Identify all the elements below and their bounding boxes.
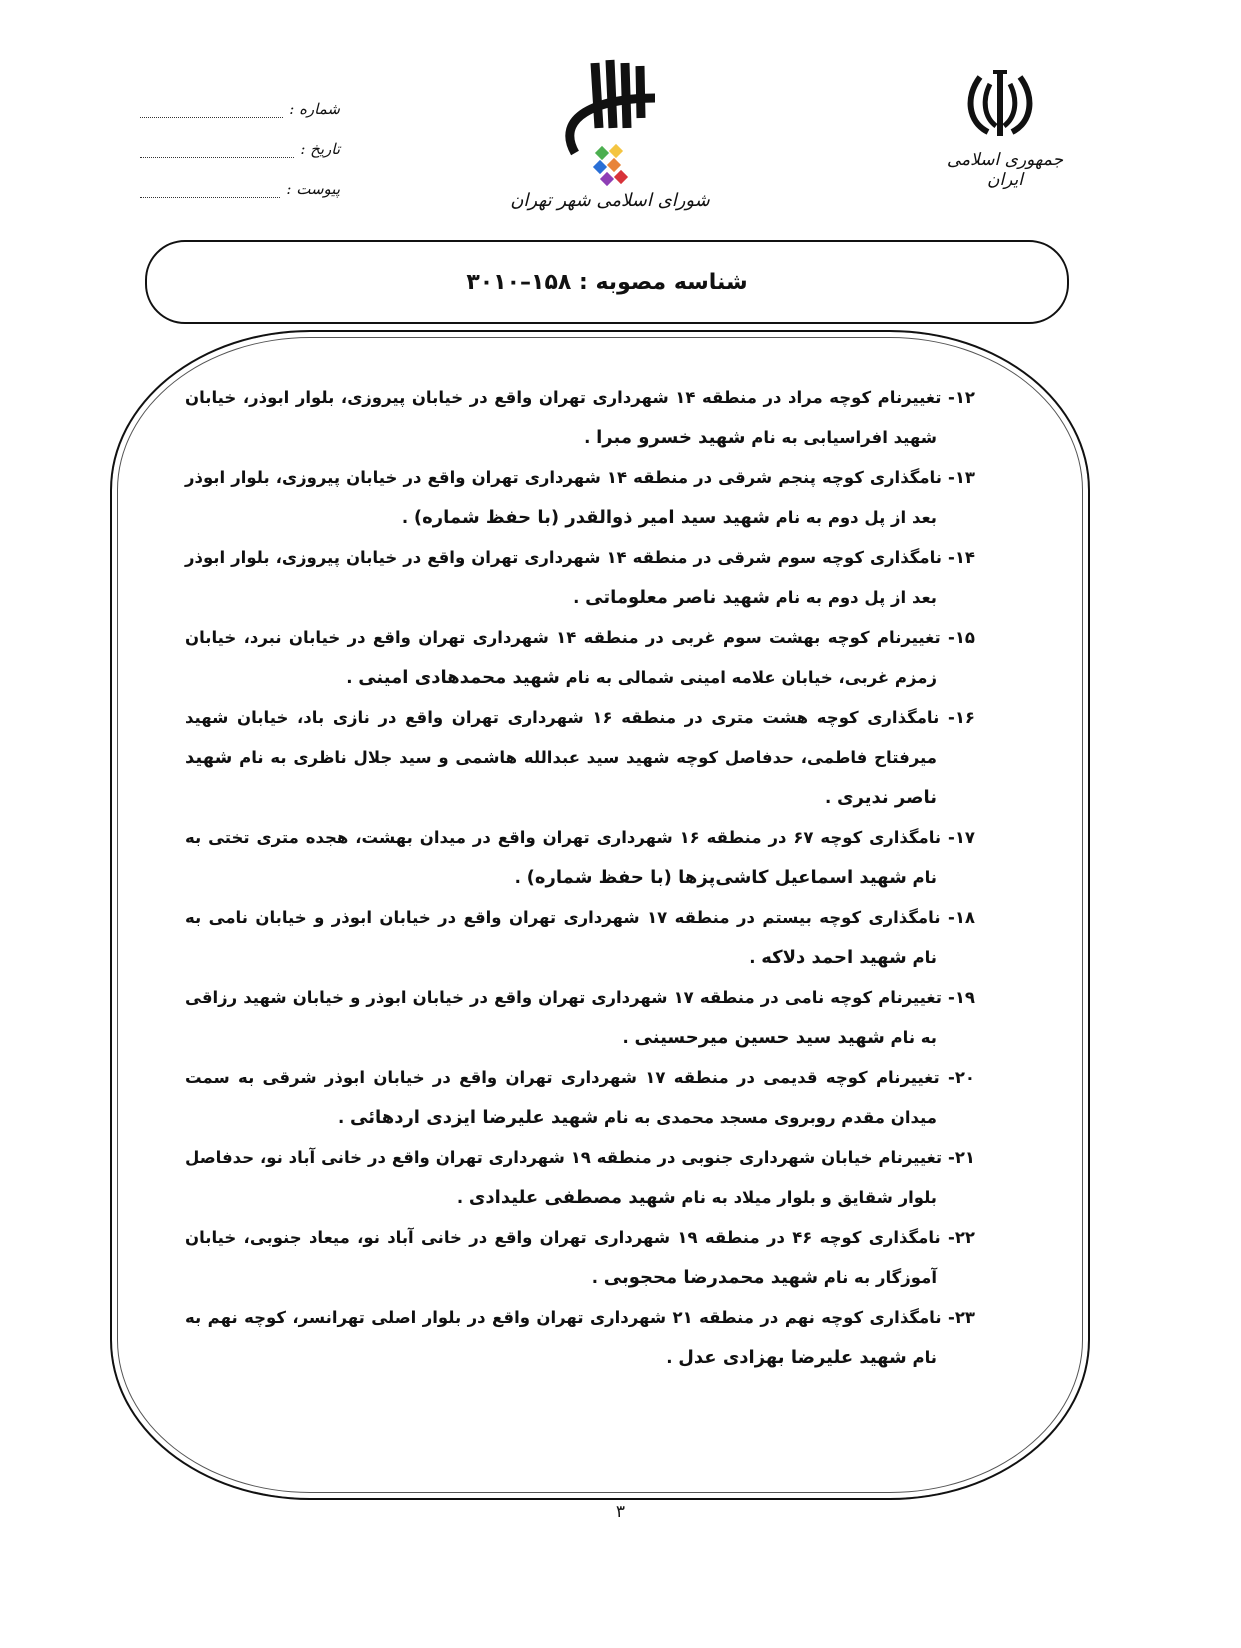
meta-number-field bbox=[140, 78, 340, 118]
item-text: تغییرنام کوچه مراد در منطقه ۱۴ شهرداری تهران واقع در خیابان پیروزی، بلوار ابوذر، خیابان شهید افراسیابی به نام bbox=[185, 388, 942, 447]
resolution-id-title: شناسه مصوبه : ۱۵۸–۳۰۱۰ bbox=[466, 269, 748, 295]
item-number: ۲۱- bbox=[942, 1148, 975, 1167]
list-item bbox=[185, 898, 975, 978]
resolution-items bbox=[185, 378, 975, 1378]
council-logo-icon bbox=[555, 58, 665, 188]
item-text: نامگذاری کوچه ۶۷ در منطقه ۱۶ شهرداری تهران واقع در میدان بهشت، هجده متری تختی به نام bbox=[185, 828, 942, 887]
item-text: تغییرنام خیابان شهرداری جنوبی در منطقه ۱۹ شهرداری تهران واقع در خانی آباد نو، حدفاصل بلوار شقایق و بلوار میلاد به نام bbox=[185, 1148, 943, 1207]
list-item bbox=[185, 538, 975, 618]
item-end: . bbox=[456, 1188, 469, 1207]
item-end: . bbox=[401, 508, 414, 527]
item-end: . bbox=[622, 1028, 635, 1047]
item-end: . bbox=[749, 948, 762, 967]
item-text: نامگذاری کوچه سوم شرقی در منطقه ۱۴ شهرداری تهران واقع در خیابان پیروزی، بلوار ابوذر بعد از پل دوم به نام bbox=[185, 548, 942, 607]
item-text: تغییرنام کوچه بهشت سوم غربی در منطقه ۱۴ شهرداری تهران واقع در خیابان نبرد، خیابان زمزم غربی، خیابان علامه امینی شمالی به نام bbox=[185, 628, 941, 687]
list-item bbox=[185, 1058, 975, 1138]
item-text: تغییرنام کوچه قدیمی در منطقه ۱۷ شهرداری تهران واقع در خیابان ابوذر شرقی به سمت میدان مقدم روبروی مسجد محمدی به نام bbox=[185, 1068, 940, 1127]
item-end: . bbox=[591, 1268, 604, 1287]
item-name: شهید مصطفی علیدادی bbox=[468, 1187, 676, 1208]
item-text: نامگذاری کوچه نهم در منطقه ۲۱ شهرداری تهران واقع در بلوار اصلی تهرانسر، کوچه نهم به نام bbox=[185, 1308, 942, 1367]
emblem-caption: جمهوری اسلامی ایران bbox=[946, 150, 1064, 190]
item-name: شهید سید حسین میرحسینی bbox=[634, 1027, 885, 1048]
item-number: ۱۹- bbox=[941, 988, 975, 1007]
item-name: شهید سید امیر ذوالقدر (با حفظ شماره) bbox=[413, 507, 770, 528]
list-item bbox=[185, 1298, 975, 1378]
list-item bbox=[185, 378, 975, 458]
item-end: . bbox=[584, 428, 597, 447]
item-end: . bbox=[337, 1108, 350, 1127]
item-name: شهید ناصر ندیری bbox=[185, 747, 937, 808]
list-item bbox=[185, 1138, 975, 1218]
dotted-line bbox=[140, 103, 283, 118]
item-name: شهید علیرضا ایزدی اردهائی bbox=[350, 1107, 599, 1128]
item-name: شهید محمدرضا محجوبی bbox=[603, 1267, 819, 1288]
dotted-line bbox=[140, 183, 280, 198]
meta-attachment-field bbox=[140, 158, 340, 198]
meta-label: پیوست : bbox=[286, 180, 340, 198]
item-text: نامگذاری کوچه پنجم شرقی در منطقه ۱۴ شهرداری تهران واقع در خیابان پیروزی، بلوار ابوذر بعد از پل دوم به نام bbox=[185, 468, 942, 527]
item-text: نامگذاری کوچه بیستم در منطقه ۱۷ شهرداری تهران واقع در خیابان ابوذر و خیابان نامی به نام bbox=[185, 908, 941, 967]
list-item bbox=[185, 458, 975, 538]
meta-date-field bbox=[140, 118, 340, 158]
resolution-id-box bbox=[145, 240, 1069, 324]
item-number: ۱۶- bbox=[939, 708, 976, 727]
item-end: . bbox=[825, 788, 838, 807]
item-name: شهید اسماعیل کاشی‌پزها (با حفظ شماره) bbox=[526, 867, 907, 888]
item-end: . bbox=[666, 1348, 679, 1367]
item-number: ۱۵- bbox=[940, 628, 975, 647]
council-caption: شورای اسلامی شهر تهران bbox=[510, 190, 710, 211]
letter-meta-fields bbox=[140, 78, 340, 198]
item-name: شهید احمد دلاکه bbox=[761, 947, 907, 968]
page-number: ۳ bbox=[615, 1502, 626, 1522]
item-text: نامگذاری کوچه ۴۶ در منطقه ۱۹ شهرداری تهران واقع در خانی آباد نو، میعاد جنوبی، خیابان آموزگار به نام bbox=[185, 1228, 941, 1287]
item-number: ۲۲- bbox=[940, 1228, 976, 1247]
iran-emblem-icon bbox=[960, 62, 1040, 146]
item-number: ۲۳- bbox=[941, 1308, 975, 1327]
list-item bbox=[185, 1218, 975, 1298]
item-number: ۱۳- bbox=[941, 468, 976, 487]
item-end: . bbox=[514, 868, 527, 887]
item-text: نامگذاری کوچه هشت متری در منطقه ۱۶ شهرداری تهران واقع در نازی باد، خیابان شهید میرفتاح فاطمی، حدفاصل کوچه شهید سید عبدالله هاشمی و سید جلال ناظری به نام bbox=[185, 708, 940, 767]
dotted-line bbox=[140, 143, 294, 158]
item-end: . bbox=[346, 668, 359, 687]
item-text: تغییرنام کوچه نامی در منطقه ۱۷ شهرداری تهران واقع در خیابان ابوذر و خیابان شهید رزاقی به نام bbox=[185, 988, 942, 1047]
item-end: . bbox=[573, 588, 586, 607]
item-name: شهید علیرضا بهزادی عدل bbox=[678, 1347, 907, 1368]
list-item bbox=[185, 978, 975, 1058]
item-number: ۱۷- bbox=[941, 828, 976, 847]
item-number: ۱۲- bbox=[941, 388, 975, 407]
item-number: ۱۴- bbox=[942, 548, 976, 567]
meta-label: شماره : bbox=[289, 100, 340, 118]
list-item bbox=[185, 818, 975, 898]
meta-label: تاریخ : bbox=[300, 140, 340, 158]
item-number: ۱۸- bbox=[940, 908, 975, 927]
item-number: ۲۰- bbox=[939, 1068, 975, 1087]
list-item bbox=[185, 618, 975, 698]
list-item bbox=[185, 698, 975, 818]
item-name: شهید خسرو مبرا bbox=[596, 427, 746, 448]
item-name: شهید ناصر معلوماتی bbox=[585, 587, 770, 608]
item-name: شهید محمدهادی امینی bbox=[358, 667, 560, 688]
